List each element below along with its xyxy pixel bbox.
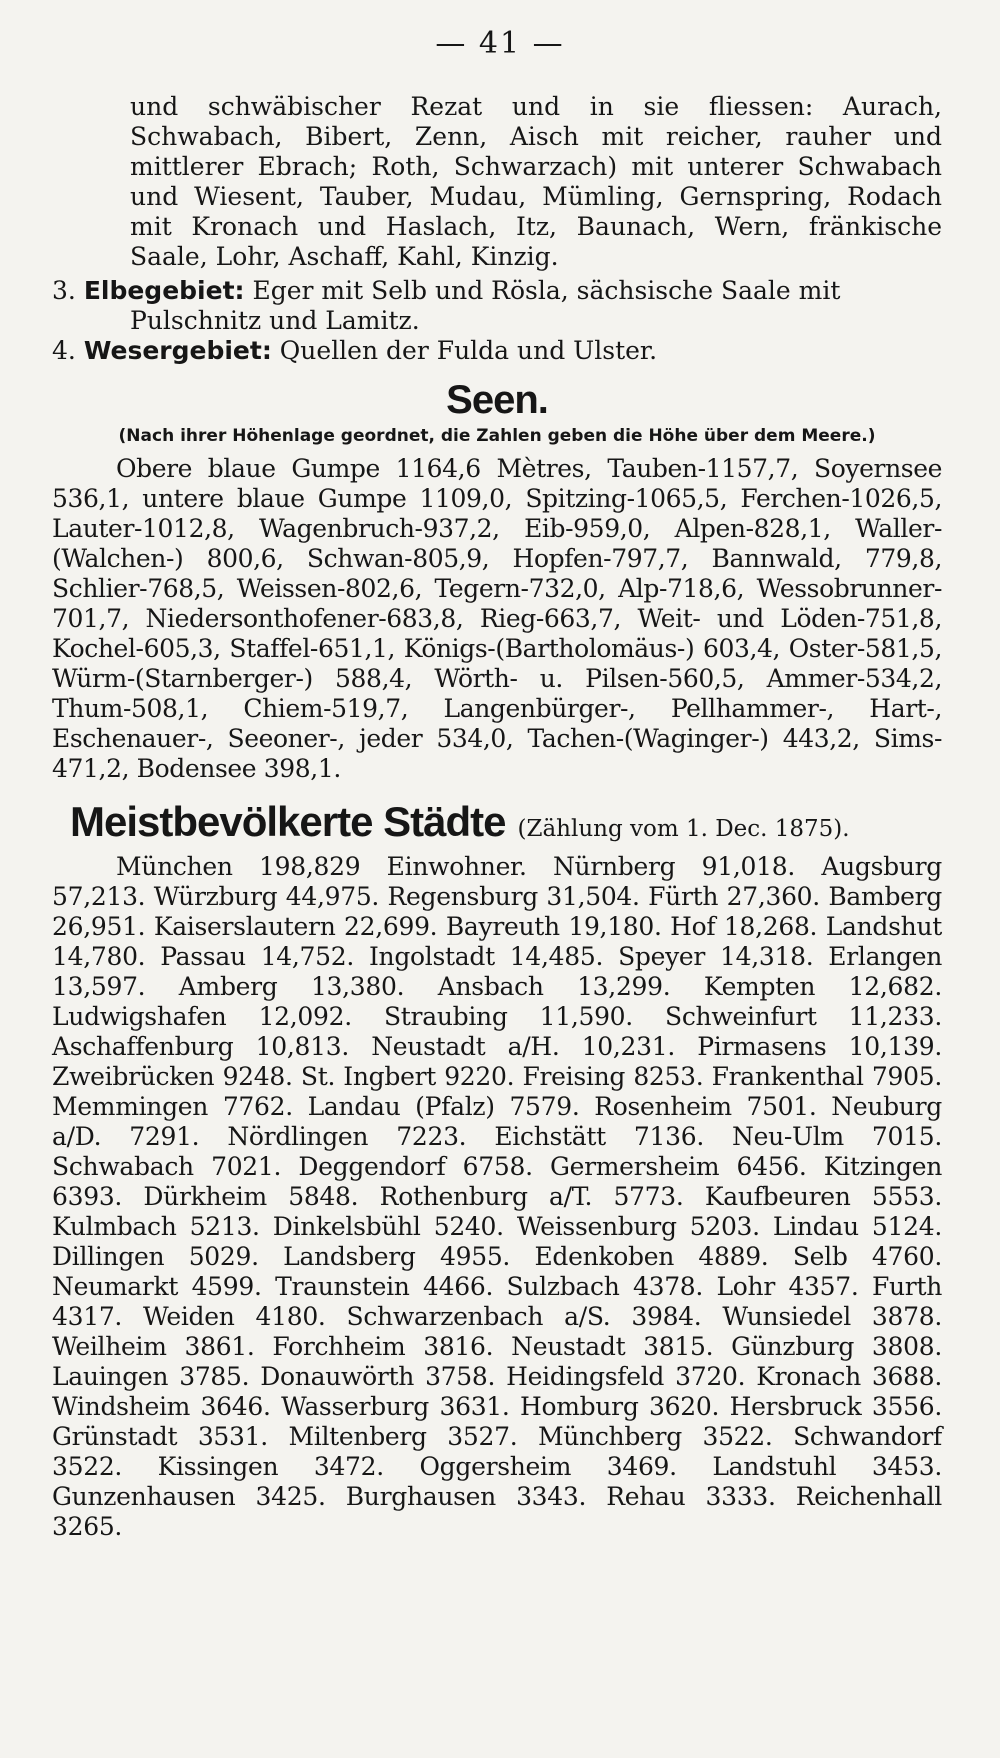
river-basin-text-weser: Quellen der Fulda und Ulster. [279,336,658,365]
river-basin-item-elbe [52,276,942,336]
cities-heading-title: Meistbevölkerte Städte [70,798,506,845]
river-basin-text-elbe: Eger mit Selb und Rösla, sächsische Saale mit Pulschnitz und Lamitz. [130,276,841,335]
rivers-continuation-text: und schwäbischer Rezat und in sie fliessen: Aurach, Schwabach, Bibert, Zenn, Aisch mit reicher, rauher und mittlerer Ebrach; Roth, Schwarzach) mit unterer Schwabach und Wiesent, Tauber, Mudau, Mümling, Gernspring, Rodach mit Kronach und Haslach, Itz, Baunach, Wern, fränkische Saale, Lohr, Aschaff, Kahl, Kinzig. [130,92,942,271]
river-basin-term-elbe: Elbegebiet: [83,276,245,305]
river-basin-item-weser [52,336,942,366]
cities-heading-subtitle: (Zählung vom 1. Dec. 1875). [517,816,850,842]
cities-heading [70,798,942,846]
lakes-note: (Nach ihrer Höhenlage geordnet, die Zahlen geben die Höhe über dem Meere.) [118,426,876,446]
page-number: — 41 — [435,26,565,61]
page-content [52,92,942,1542]
lakes-heading: Seen. [446,378,548,422]
lakes-text: Obere blaue Gumpe 1164,6 Mètres, Tauben-1157,7, Soyernsee 536,1, untere blaue Gumpe 1109,0, Spitzing-1065,5, Ferchen-1026,5, Lauter-1012,8, Wagenbruch-937,2, Eib-959,0, Alpen-828,1, Waller-(Walchen-) 800,6, Schwan-805,9, Hopfen-797,7, Bannwald, 779,8, Schlier-768,5, Weissen-802,6, Tegern-732,0, Alp-718,6, Wessobrunner-701,7, Niedersonthofener-683,8, Rieg-663,7, Weit- und Löden-751,8, Kochel-605,3, Staffel-651,1, Königs-(Bartholomäus-) 603,4, Oster-581,5, Würm-(Starnberger-) 588,4, Wörth- u. Pilsen-560,5, Ammer-534,2, Thum-508,1, Chiem-519,7, Langenbürger-, Pellhammer-, Hart-, Eschenauer-, Seeoner-, jeder 534,0, Tachen-(Waginger-) 443,2, Sims-471,2, Bodensee 398,1. [52,454,942,783]
cities-text: München 198,829 Einwohner. Nürnberg 91,018. Augsburg 57,213. Würzburg 44,975. Regensburg 31,504. Fürth 27,360. Bamberg 26,951. Kaiserslautern 22,699. Bayreuth 19,180. Hof 18,268. Landshut 14,780. Passau 14,752. Ingolstadt 14,485. Speyer 14,318. Erlangen 13,597. Amberg 13,380. Ansbach 13,299. Kempten 12,682. Ludwigshafen 12,092. Straubing 11,590. Schweinfurt 11,233. Aschaffenburg 10,813. Neustadt a/H. 10,231. Pirmasens 10,139. Zweibrücken 9248. St. Ingbert 9220. Freising 8253. Frankenthal 7905. Memmingen 7762. Landau (Pfalz) 7579. Rosenheim 7501. Neuburg a/D. 7291. Nördlingen 7223. Eichstätt 7136. Neu-Ulm 7015. Schwabach 7021. Deggendorf 6758. Germersheim 6456. Kitzingen 6393. Dürkheim 5848. Rothenburg a/T. 5773. Kaufbeuren 5553. Kulmbach 5213. Dinkelsbühl 5240. Weissenburg 5203. Lindau 5124. Dillingen 5029. Landsberg 4955. Edenkoben 4889. Selb 4760. Neumarkt 4599. Traunstein 4466. Sulzbach 4378. Lohr 4357. Furth 4317. Weiden 4180. Schwarzenbach a/S. 3984. Wunsiedel 3878. Weilheim 3861. Forchheim 3816. Neustadt 3815. Günzburg 3808. Lauingen 3785. Donauwörth 3758. Heidingsfeld 3720. Kronach 3688. Windsheim 3646. Wasserburg 3631. Homburg 3620. Hersbruck 3556. Grünstadt 3531. Miltenberg 3527. Münchberg 3522. Schwandorf 3522. Kissingen 3472. Oggersheim 3469. Landstuhl 3453. Gunzenhausen 3425. Burghausen 3343. Rehau 3333. Reichenhall 3265. [52,852,942,1541]
river-basin-term-weser: Wesergebiet: [83,336,272,365]
rivers-continuation-block [130,92,942,272]
river-basins-list [52,276,942,366]
river-basin-number-4: 4. [52,336,76,365]
river-basin-number-3: 3. [52,276,76,305]
